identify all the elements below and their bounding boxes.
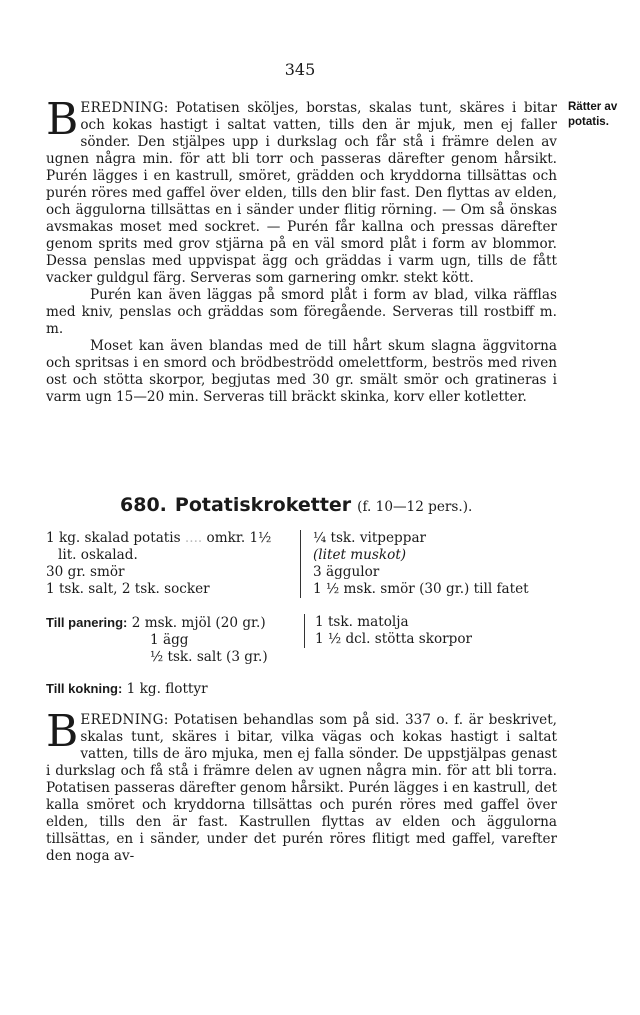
paragraph	[46, 706, 557, 865]
preparation-section-2	[46, 706, 557, 865]
ingredient: lit. oskalad.	[58, 547, 138, 563]
ingredient-row	[46, 614, 302, 632]
ingredient: 1 tsk. salt, 2 tsk. socker	[46, 581, 210, 597]
ingredient: 30 gr. smör	[46, 564, 125, 580]
ingredient: ½ tsk. salt (3 gr.)	[150, 649, 268, 665]
frying-ingredients	[46, 681, 208, 697]
breading-column-left	[46, 614, 302, 666]
paragraph: Moset kan även blandas med de till hårt skum slagna äggvitorna och spritsas i en smord och brödbeströdd omelettform, beströs med riven ost och stötta skorpor, begjutas med 30 gr. smält smör och gratineras i varm ugn 15—20 min. Serveras till bräckt skinka, korv eller kotletter.	[46, 338, 557, 405]
paragraph-text: : Potatisen sköljes, borstas, skalas tunt, skäres i bitar och kokas hastigt i saltat vatten, tills den är mjuk, men ej faller sönder. Den stjälpes upp i durkslag och får stå i främre delen av ugnen några min. för att bli torr och passeras därefter genom hårsikt. Purén lägges i en kastrull, smöret, grädden och kryddorna tillsättas och purén röres med gaffel över elden, tills den blir fast. Den flyttas av elden, och äggulorna tillsättas en i sänder under flitig rörning. — Om så önskas avsmakas moset med sockret. — Purén får kallna och pressas därefter genom sprits med grov stjärna på en väl smord plåt i form av blommor. Dessa penslas med uppvispat ägg och gräddas i varm ugn, tills de fått vacker guldgul färg. Serveras som garnering omkr. stekt kött.	[46, 100, 557, 286]
ingredient: ¼ tsk. vitpeppar	[313, 530, 427, 546]
paragraph-text: : Potatisen behandlas som på sid. 337 o. f. är beskrivet, skalas tunt, skäres i bitar, vilka vägas och kokas hastigt i saltat vatten, tills de äro mjuka, men ej falla sönder. De uppstjälpas genast i durkslag och få stå i främre delen av ugnen några min. för att bli torra. Potatisen passeras därefter genom hårsikt. Purén lägges i en kastrull, det kalla smöret och kryddorna tillsättas och purén röres med gaffel över elden, tills den är fast. Kastrullen flyttas av elden och äggulorna tillsättas, en i sänder, under det purén röres flitigt med gaffel, varefter den noga av-	[46, 712, 557, 864]
breading-label: Till panering:	[46, 615, 128, 630]
recipe-number: 680.	[120, 494, 167, 516]
recipe-yield: (f. 10—12 pers.).	[357, 499, 473, 515]
margin-note-line: potatis.	[568, 116, 609, 128]
paragraph: Purén kan även läggas på smord plåt i form av blad, vilka räfflas med kniv, penslas och gräddas som föregående. Serveras till rostbiff m. m.	[46, 287, 557, 337]
ingredient: 1 kg. skalad potatis	[46, 530, 181, 546]
lead-word: EREDNING	[80, 100, 164, 116]
ingredient-column-left	[46, 530, 290, 598]
ingredient: (litet muskot)	[313, 547, 407, 563]
ingredient-row	[46, 530, 290, 547]
ingredient: 2 msk. mjöl (20 gr.)	[131, 615, 266, 631]
ingredient-column-right	[300, 530, 573, 598]
ingredient: 3 äggulor	[313, 564, 380, 580]
page-number: 345	[284, 60, 316, 79]
preparation-section-1	[46, 94, 557, 406]
ingredient: 1 kg. flottyr	[126, 681, 208, 697]
ingredient: 1 ½ dcl. stötta skorpor	[315, 631, 473, 647]
drop-cap: B	[46, 94, 79, 145]
frying-label: Till kokning:	[46, 681, 123, 696]
margin-note	[568, 100, 638, 130]
ingredient-amount: omkr. 1½	[206, 530, 272, 546]
breading-column-right	[304, 614, 565, 648]
drop-cap: B	[46, 706, 79, 757]
ingredient: 1 tsk. matolja	[315, 614, 409, 630]
breading-ingredients	[46, 614, 558, 669]
ingredient: 1 ägg	[150, 632, 189, 648]
recipe-title: Potatiskroketter	[174, 494, 352, 516]
recipe-heading	[120, 494, 560, 516]
lead-word: EREDNING	[80, 712, 164, 728]
ingredient-list	[46, 530, 558, 600]
margin-note-line: Rätter av	[568, 101, 618, 113]
ingredient: 1 ½ msk. smör (30 gr.) till fatet	[313, 581, 529, 597]
paragraph	[46, 94, 557, 287]
leader-dots: ....	[184, 530, 207, 546]
